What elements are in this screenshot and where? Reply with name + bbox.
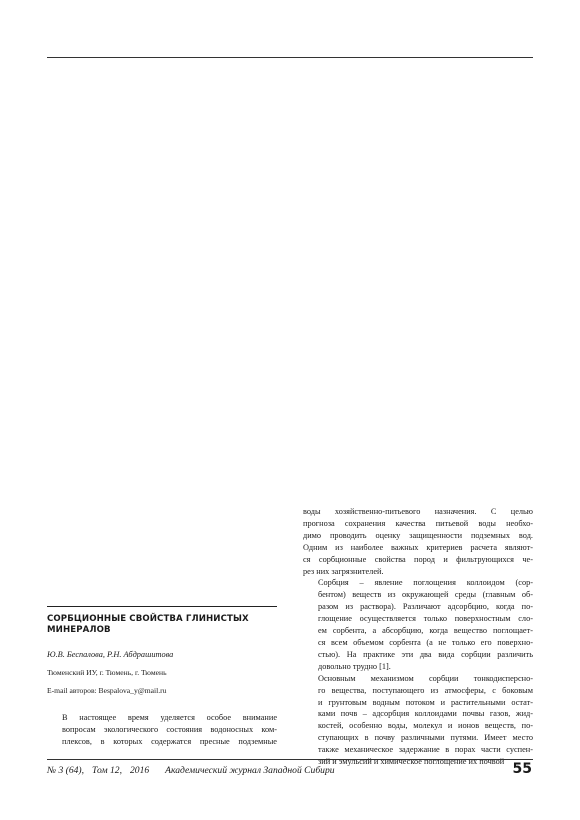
text-line: прогноза сохранения качества питьевой воды необхо- (303, 518, 533, 528)
text-line: ся всем объемом сорбента (а не только его поверхно- (318, 637, 533, 647)
text-line: Основным механизмом сорбции тонкодисперсно- (318, 673, 533, 683)
text-line: Одним из наиболее важных критериев расчета являют- (303, 542, 533, 552)
issue-number: № 3 (64), (47, 765, 85, 776)
text-line: ем сорбента, а абсорбцию, когда вещество поглощает- (318, 626, 533, 636)
text-line: и грунтовым водным потоком и растительными остат- (318, 697, 533, 707)
volume: Том 12, (92, 765, 122, 776)
text-line: рез них загрязнителей. (303, 566, 384, 576)
text-line: ступающих в почву различными путями. Имеет место (318, 733, 533, 743)
left-column-text (47, 712, 277, 748)
right-column-text (303, 506, 533, 768)
text-line: зий и эмульсий и химическое поглощение их почвой (318, 757, 505, 767)
top-rule (47, 57, 533, 58)
text-line: бентом) веществ из окружающей среды (главным об- (318, 590, 533, 600)
article-title-line-1: СОРБЦИОННЫЕ СВОЙСТВА ГЛИНИСТЫХ (47, 614, 249, 624)
text-line: ся сорбционные свойства пород и фильтрующихся че- (303, 554, 533, 564)
article-title (47, 614, 279, 636)
text-line: В настоящее время уделяется особое внимание (62, 713, 277, 722)
text-line: Сорбция – явление поглощения коллоидом (сор- (318, 578, 533, 588)
text-line: вопросам экологического состояния водоносных ком- (62, 724, 277, 734)
year: 2016 (129, 765, 150, 776)
text-line: глощение осуществляется только поверхностным сло- (318, 614, 533, 624)
text-line: плексов, в которых содержатся пресные подземные (62, 736, 277, 746)
title-rule (47, 606, 277, 607)
article-title-line-2: МИНЕРАЛОВ (47, 625, 111, 635)
text-line: го вещества, поступающего из атмосферы, с боковым (318, 685, 533, 695)
text-line: разом из раствора). Различают адсорбцию, когда по- (318, 602, 533, 612)
text-line: воды хозяйственно-питьевого назначения. С целью (303, 507, 533, 516)
affiliation: Тюменский ИУ, г. Тюмень, г. Тюмень (47, 668, 167, 677)
authors: Ю.В. Беспалова, Р.Н. Абдрашитова (47, 650, 174, 659)
text-line: димо проводить оценку защищенности подземных вод. (303, 530, 533, 540)
journal-footer (47, 765, 335, 776)
author-email: E-mail авторов: Bespalova_y@mail.ru (47, 686, 167, 695)
left-paragraph (47, 712, 277, 748)
right-paragraph (303, 577, 533, 672)
footer-rule (47, 759, 533, 760)
right-paragraph (303, 673, 533, 768)
right-paragraph (303, 506, 533, 577)
text-line: костей, особенно воды, молекул и ионов веществ, по- (318, 721, 533, 731)
text-line: ками почв – адсорбция коллоидами почвы газов, жид- (318, 709, 533, 719)
text-line: стью). На практике эти два вида сорбции различить (318, 649, 533, 659)
text-line: также механическое задержание в порах части суспен- (318, 745, 533, 755)
journal-name: Академический журнал Западной Сибири (165, 765, 335, 776)
page-number: 55 (512, 761, 532, 777)
text-line: довольно трудно [1]. (318, 661, 391, 671)
